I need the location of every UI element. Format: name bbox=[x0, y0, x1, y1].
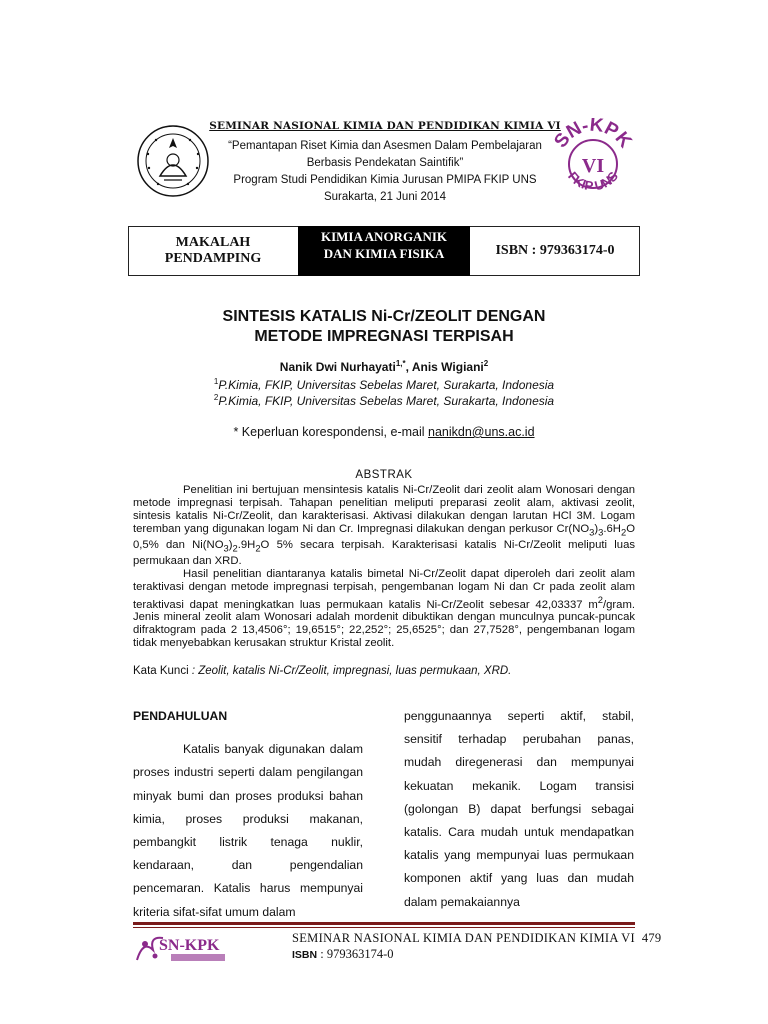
paper-field bbox=[298, 226, 470, 276]
footer-sn-kpk-logo bbox=[135, 930, 227, 964]
abstract-body bbox=[133, 484, 635, 650]
paper-authors bbox=[140, 359, 628, 374]
paper-title-line2: METODE IMPREGNASI TERPISAH bbox=[254, 328, 514, 345]
seminar-theme-line2: Berbasis Pendekatan Saintifik” bbox=[306, 157, 464, 169]
footer-seminar-title: SEMINAR NASIONAL KIMIA DAN PENDIDIKAN KIMIA VI bbox=[292, 931, 635, 945]
seminar-theme-line1: “Pemantapan Riset Kimia dan Asesmen Dalam Pembelajaran bbox=[228, 140, 542, 152]
author-2: Anis Wigiani bbox=[411, 360, 484, 374]
paper-isbn: ISBN : 979363174-0 bbox=[495, 243, 615, 258]
section-heading-pendahuluan: PENDAHULUAN bbox=[133, 709, 228, 723]
footer-rule-thick bbox=[133, 922, 635, 925]
paper-title-line1: SINTESIS KATALIS Ni-Cr/ZEOLIT DENGAN bbox=[222, 308, 546, 325]
body-paragraph-left: Katalis banyak digunakan dalam proses industri seperti dalam pengilangan minyak bumi dan proses produksi bahan kimia, proses produksi makanan, pembangkit listrik tenaga nuklir, kendaraan, dan pengendalian pencemaran. Katalis harus mempunyai kriteria sifat-sifat umum dalam bbox=[133, 742, 363, 919]
body-column-right bbox=[404, 705, 634, 914]
affiliation-1 bbox=[140, 377, 628, 392]
footer-isbn bbox=[292, 947, 393, 962]
paper-field-line1: KIMIA ANORGANIK bbox=[320, 229, 448, 244]
uns-university-logo bbox=[136, 124, 210, 198]
paper-category-line1: MAKALAH bbox=[175, 235, 251, 250]
abstract-paragraph-1: Penelitian ini bertujuan mensintesis katalis Ni-Cr/Zeolit dari zeolit alam Wonosari dengan metode impregnasi terpisah. Tahapan penelitian meliputi preparasi zeolit alam, aktivasi zeolit, sintesis katalis Ni-Cr/Zeolit, dan karakterisasi. Aktivasi dilakukan dengan larutan HCl 3M. Logam teremban yang digunakan logam Ni dan Cr. Impregnasi dilakukan dengan perkusor $Cr(NO_3)_3.6H_2O$ 0,5% dan $Ni(NO_3)_2.9H_2O$ 5% secara terpisah. Karakterisasi katalis Ni-Cr/Zeolit meliputi luas permukaan dan XRD. bbox=[133, 484, 635, 568]
sn-kpk-logo-roman: VI bbox=[581, 155, 605, 177]
footer-logo-text: SN-KPK bbox=[159, 937, 220, 954]
affiliation-1-mark: 1 bbox=[213, 377, 219, 386]
author-2-affiliation-mark: 2 bbox=[483, 359, 489, 368]
seminar-date: Surakarta, 21 Juni 2014 bbox=[323, 191, 447, 203]
author-1: Nanik Dwi Nurhayati bbox=[279, 360, 396, 374]
affiliation-1-text: P.Kimia, FKIP, Universitas Sebelas Maret, Surakarta, Indonesia bbox=[218, 378, 555, 392]
body-column-left bbox=[133, 705, 363, 924]
affiliation-2-text: P.Kimia, FKIP, Universitas Sebelas Maret, Surakarta, Indonesia bbox=[218, 394, 555, 408]
footer-seminar bbox=[292, 931, 661, 946]
footer-isbn-value: : 979363174-0 bbox=[317, 947, 394, 961]
abstract-paragraph-2: Hasil penelitian diantaranya katalis bimetal Ni-Cr/Zeolit dapat diperoleh dari zeolit alam teraktivasi dengan metode impregnasi terpisah, pengembanan logam Ni dan Cr pada zeolit alam teraktivasi dapat meningkatkan luas permukaan katalis Ni-Cr/Zeolit sebesar 42,03337 $m^2$/gram. Jenis mineral zeolit alam Wonosari adalah mordenit dibuktikan dengan munculnya puncak-puncak difraktogram pada 2 13,4506°; 19,6515°; 22,252°; 25,6525°; dan 27,7528°, pengembanan logam tidak menyebabkan kerusakan struktur Kristal zeolit. bbox=[133, 567, 635, 650]
paper-category bbox=[128, 226, 298, 276]
keywords-label: Kata Kunci bbox=[133, 665, 189, 677]
sn-kpk-logo bbox=[548, 118, 638, 206]
affiliation-2-mark: 2 bbox=[213, 393, 219, 402]
program-name: Program Studi Pendidikan Kimia Jurusan PMIPA FKIP UNS bbox=[233, 174, 537, 186]
footer-rule-thin bbox=[133, 927, 635, 928]
seminar-title: SEMINAR NASIONAL KIMIA DAN PENDIDIKAN KIMIA VI bbox=[209, 120, 561, 132]
author-separator: , bbox=[405, 360, 412, 374]
correspondence-label: * Keperluan korespondensi, e-mail bbox=[233, 425, 429, 439]
correspondence-email-link[interactable]: nanikdn@uns.ac.id bbox=[428, 425, 535, 439]
author-1-affiliation-mark: 1,* bbox=[395, 359, 406, 368]
paper-field-line2: DAN KIMIA FISIKA bbox=[323, 246, 445, 261]
footer-isbn-label: ISBN bbox=[292, 949, 318, 961]
body-paragraph-right: penggunaannya seperti aktif, stabil, sensitif terhadap perubahan panas, mudah diregenerasi dan mempunyai kekuatan mekanik. Logam transisi (golongan B) dapat berfungsi sebagai katalis. Cara mudah untuk mendapatkan katalis yang mempunyai luas permukaan komponen aktif yang luas dan mudah dalam pemakaiannya bbox=[404, 709, 634, 909]
svg-text:SN-KPK bbox=[550, 118, 635, 152]
correspondence bbox=[140, 425, 628, 439]
abstract-heading: ABSTRAK bbox=[355, 469, 413, 481]
keywords-list: : Zeolit, katalis Ni-Cr/Zeolit, impregnasi, luas permukaan, XRD. bbox=[188, 665, 512, 677]
seminar-theme bbox=[200, 138, 570, 172]
sn-kpk-logo-bottom-text: FKIP UNS bbox=[565, 168, 621, 194]
keywords bbox=[133, 665, 635, 677]
paper-title bbox=[140, 307, 628, 347]
paper-category-line2: PENDAMPING bbox=[164, 251, 262, 266]
affiliation-2 bbox=[140, 393, 628, 408]
footer-page-number: 479 bbox=[641, 931, 662, 945]
sn-kpk-logo-text: SN-KPK bbox=[550, 118, 636, 152]
